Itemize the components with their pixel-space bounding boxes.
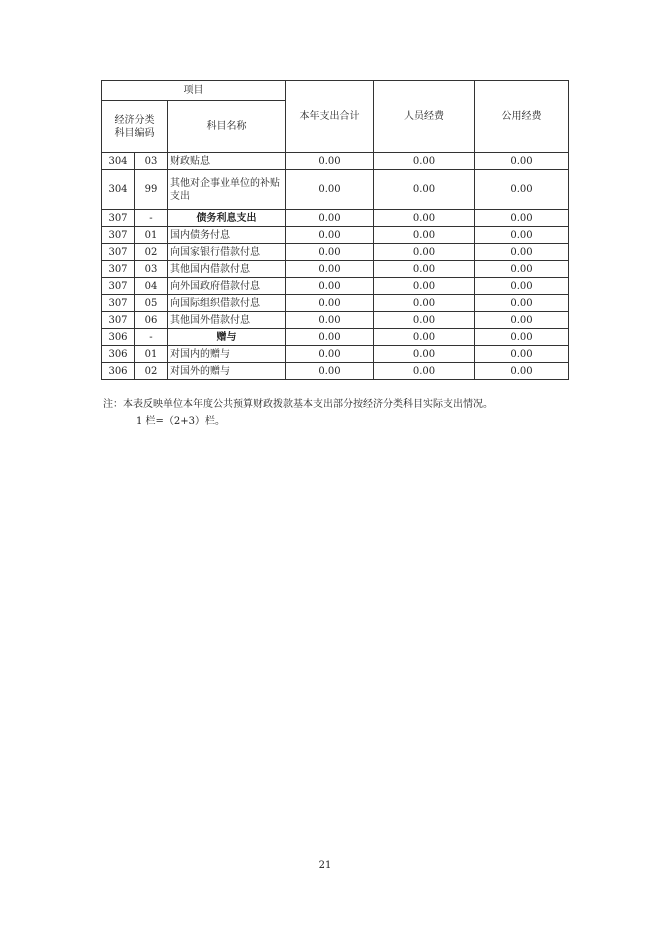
- total-cell: 0.00: [286, 153, 374, 170]
- subject-name-cell: 向外国政府借款付息: [168, 278, 286, 295]
- code-item-cell: 01: [135, 227, 168, 244]
- public-cell: 0.00: [475, 210, 569, 227]
- code-item-cell: 03: [135, 261, 168, 278]
- header-public: 公用经费: [475, 81, 569, 153]
- code-class-cell: 307: [102, 227, 135, 244]
- total-cell: 0.00: [286, 278, 374, 295]
- header-econ-code: 经济分类 科目编码: [102, 101, 168, 153]
- table-row: [102, 329, 569, 346]
- subject-name-cell: 其他国外借款付息: [168, 312, 286, 329]
- code-item-cell: 06: [135, 312, 168, 329]
- code-class-cell: 304: [102, 153, 135, 170]
- header-total: 本年支出合计: [286, 81, 374, 153]
- personnel-cell: 0.00: [374, 261, 475, 278]
- header-item: 项目: [102, 81, 286, 101]
- subject-name-cell: 财政贴息: [168, 153, 286, 170]
- personnel-cell: 0.00: [374, 170, 475, 210]
- code-class-cell: 307: [102, 244, 135, 261]
- subject-name-cell: 赠与: [168, 329, 286, 346]
- subject-name-cell: 对国外的赠与: [168, 363, 286, 380]
- personnel-cell: 0.00: [374, 329, 475, 346]
- table-row: [102, 227, 569, 244]
- total-cell: 0.00: [286, 244, 374, 261]
- subject-name-cell: 其他国内借款付息: [168, 261, 286, 278]
- total-cell: 0.00: [286, 329, 374, 346]
- total-cell: 0.00: [286, 170, 374, 210]
- header-subject-name: 科目名称: [168, 101, 286, 153]
- personnel-cell: 0.00: [374, 346, 475, 363]
- table-body: [102, 153, 569, 380]
- public-cell: 0.00: [475, 329, 569, 346]
- personnel-cell: 0.00: [374, 295, 475, 312]
- table-note: 注：本表反映单位本年度公共预算财政拨款基本支出部分按经济分类科目实际支出情况。: [103, 399, 493, 410]
- subject-name-cell: 债务利息支出: [168, 210, 286, 227]
- public-cell: 0.00: [475, 346, 569, 363]
- code-item-cell: 99: [135, 170, 168, 210]
- public-cell: 0.00: [475, 261, 569, 278]
- subject-name-cell: 其他对企事业单位的补贴支出: [168, 170, 286, 210]
- table-row: [102, 346, 569, 363]
- subject-name-cell: 向国际组织借款付息: [168, 295, 286, 312]
- total-cell: 0.00: [286, 312, 374, 329]
- total-cell: 0.00: [286, 210, 374, 227]
- subject-name-cell: 国内债务付息: [168, 227, 286, 244]
- table-row: [102, 261, 569, 278]
- code-class-cell: 306: [102, 346, 135, 363]
- public-cell: 0.00: [475, 295, 569, 312]
- public-cell: 0.00: [475, 227, 569, 244]
- total-cell: 0.00: [286, 363, 374, 380]
- code-item-cell: 02: [135, 363, 168, 380]
- public-cell: 0.00: [475, 312, 569, 329]
- table-row: [102, 363, 569, 380]
- code-item-cell: 01: [135, 346, 168, 363]
- total-cell: 0.00: [286, 295, 374, 312]
- personnel-cell: 0.00: [374, 227, 475, 244]
- table-row: [102, 170, 569, 210]
- total-cell: 0.00: [286, 227, 374, 244]
- table-row: [102, 210, 569, 227]
- subject-name-cell: 对国内的赠与: [168, 346, 286, 363]
- table-row: [102, 278, 569, 295]
- code-item-cell: -: [135, 210, 168, 227]
- code-item-cell: 04: [135, 278, 168, 295]
- public-cell: 0.00: [475, 278, 569, 295]
- personnel-cell: 0.00: [374, 312, 475, 329]
- public-cell: 0.00: [475, 244, 569, 261]
- public-cell: 0.00: [475, 363, 569, 380]
- code-item-cell: 05: [135, 295, 168, 312]
- code-class-cell: 307: [102, 278, 135, 295]
- code-class-cell: 307: [102, 312, 135, 329]
- personnel-cell: 0.00: [374, 153, 475, 170]
- table-row: [102, 295, 569, 312]
- total-cell: 0.00: [286, 346, 374, 363]
- table-row: [102, 153, 569, 170]
- personnel-cell: 0.00: [374, 278, 475, 295]
- personnel-cell: 0.00: [374, 244, 475, 261]
- code-item-cell: 03: [135, 153, 168, 170]
- expenditure-table: [101, 80, 569, 380]
- code-item-cell: -: [135, 329, 168, 346]
- personnel-cell: 0.00: [374, 210, 475, 227]
- page-number: 21: [318, 860, 332, 871]
- total-cell: 0.00: [286, 261, 374, 278]
- code-class-cell: 307: [102, 261, 135, 278]
- table-row: [102, 312, 569, 329]
- subject-name-cell: 向国家银行借款付息: [168, 244, 286, 261]
- table-row: [102, 244, 569, 261]
- table-note-formula: 1 栏=（2+3）栏。: [136, 416, 226, 427]
- code-class-cell: 307: [102, 295, 135, 312]
- code-class-cell: 307: [102, 210, 135, 227]
- code-item-cell: 02: [135, 244, 168, 261]
- public-cell: 0.00: [475, 153, 569, 170]
- personnel-cell: 0.00: [374, 363, 475, 380]
- code-class-cell: 304: [102, 170, 135, 210]
- code-class-cell: 306: [102, 363, 135, 380]
- code-class-cell: 306: [102, 329, 135, 346]
- header-personnel: 人员经费: [374, 81, 475, 153]
- public-cell: 0.00: [475, 170, 569, 210]
